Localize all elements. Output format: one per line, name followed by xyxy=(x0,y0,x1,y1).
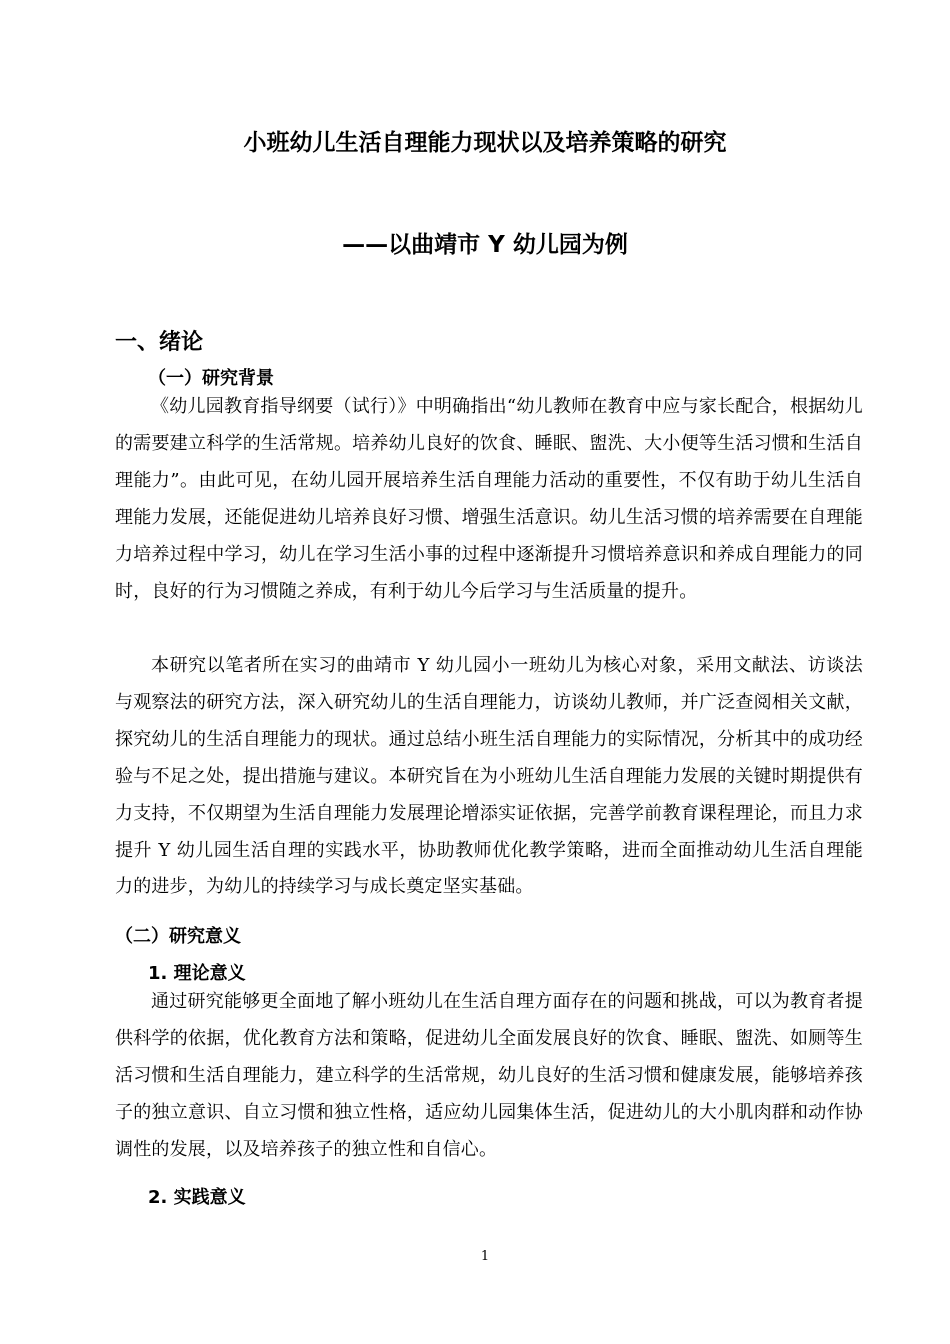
item-heading-practical: 2. 实践意义 xyxy=(148,1187,246,1208)
subsection-heading-significance: （二）研究意义 xyxy=(115,926,241,947)
paragraph-background-1: 《幼儿园教育指导纲要（试行）》中明确指出“幼儿教师在教育中应与家长配合，根据幼儿的需要建立科学的生活常规。培养幼儿良好的饮食、睡眠、盥洗、大小便等生活习惯和生活自理能力”。由此可见，在幼儿园开展培养生活自理能力活动的重要性，不仅有助于幼儿生活自理能力发展，还能促进幼儿培养良好习惯、增强生活意识。幼儿生活习惯的培养需要在自理能力培养过程中学习，幼儿在学习生活小事的过程中逐渐提升习惯培养意识和养成自理能力的同时，良好的行为习惯随之养成，有利于幼儿今后学习与生活质量的提升。 xyxy=(115,396,863,602)
paragraph-theoretical: 通过研究能够更全面地了解小班幼儿在生活自理方面存在的问题和挑战，可以为教育者提供科学的依据，优化教育方法和策略，促进幼儿全面发展良好的饮食、睡眠、盥洗、如厕等生活习惯和生活自理能力，建立科学的生活常规，幼儿良好的生活习惯和健康发展，能够培养孩子的独立意识、自立习惯和独立性格，适应幼儿园集体生活，促进幼儿的大小肌肉群和动作协调性的发展，以及培养孩子的独立性和自信心。 xyxy=(115,991,863,1160)
paragraph-background-2: 本研究以笔者所在实习的曲靖市 Y 幼儿园小一班幼儿为核心对象，采用文献法、访谈法与观察法的研究方法，深入研究幼儿的生活自理能力，访谈幼儿教师，并广泛查阅相关文献，探究幼儿的生活自理能力的现状。通过总结小班生活自理能力的实际情况，分析其中的成功经验与不足之处，提出措施与建议。本研究旨在为小班幼儿生活自理能力发展的关键时期提供有力支持，不仅期望为生活自理能力发展理论增添实证依据，完善学前教育课程理论，而且力求提升 Y 幼儿园生活自理的实践水平，协助教师优化教学策略，进而全面推动幼儿生活自理能力的进步，为幼儿的持续学习与成长奠定坚实基础。 xyxy=(115,655,863,898)
section-heading-introduction: 一、绪论 xyxy=(115,330,204,355)
document-title: 小班幼儿生活自理能力现状以及培养策略的研究 xyxy=(243,130,727,156)
subsection-heading-background: （一）研究背景 xyxy=(148,368,274,389)
document-subtitle: ——以曲靖市 Y 幼儿园为例 xyxy=(342,232,628,258)
item-heading-theoretical: 1. 理论意义 xyxy=(148,963,246,984)
page-number: 1 xyxy=(480,1249,490,1264)
